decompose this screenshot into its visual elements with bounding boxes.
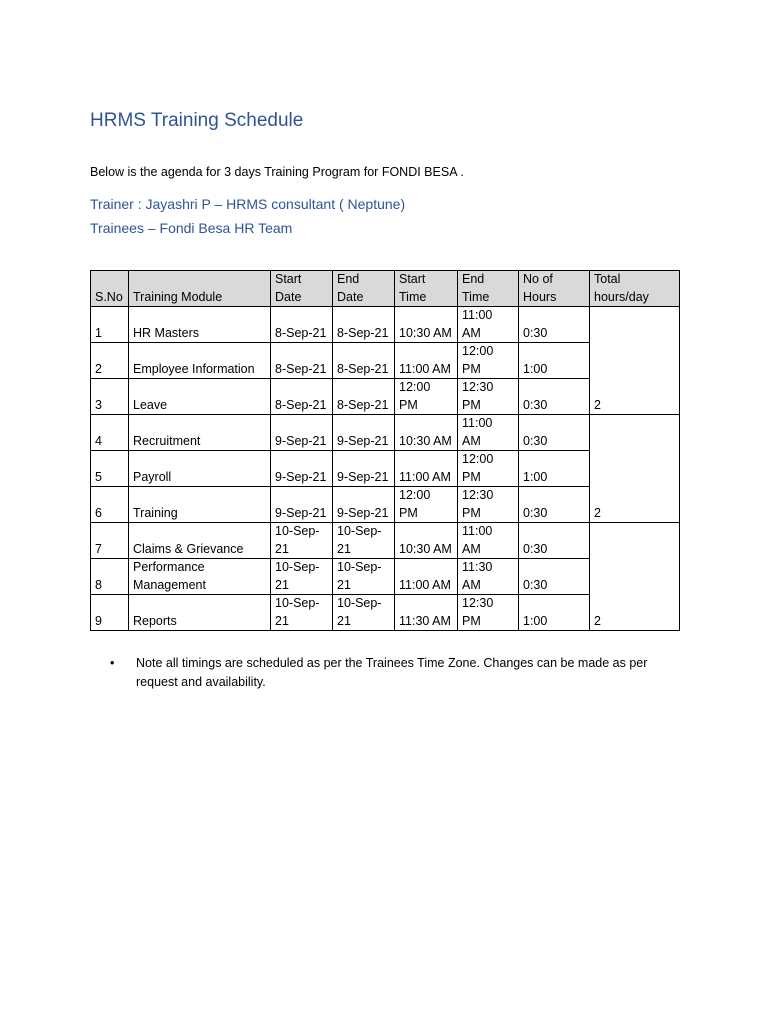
trainees-line: Trainees – Fondi Besa HR Team (90, 220, 293, 236)
cell-end-date: 8-Sep-21 (333, 379, 395, 415)
cell-end-time: 11:00 AM (458, 307, 519, 343)
cell-hours: 1:00 (519, 595, 590, 631)
cell-start-time: 10:30 AM (395, 523, 458, 559)
cell-day-total: 2 (590, 307, 680, 415)
cell-sno: 6 (91, 487, 129, 523)
cell-start-time: 10:30 AM (395, 307, 458, 343)
cell-start-time: 12:00 PM (395, 487, 458, 523)
cell-end-time: 11:30 AM (458, 559, 519, 595)
header-end-date: End Date (333, 271, 395, 307)
header-sno: S.No (91, 271, 129, 307)
notes-list (110, 654, 670, 692)
header-module: Training Module (129, 271, 271, 307)
cell-start-date: 9-Sep-21 (271, 415, 333, 451)
cell-hours: 0:30 (519, 415, 590, 451)
cell-module: Training (129, 487, 271, 523)
cell-module: Payroll (129, 451, 271, 487)
cell-hours: 1:00 (519, 343, 590, 379)
cell-start-time: 11:00 AM (395, 343, 458, 379)
cell-start-date: 8-Sep-21 (271, 343, 333, 379)
cell-end-date: 9-Sep-21 (333, 415, 395, 451)
bullet-icon: • (110, 656, 115, 670)
cell-start-date: 10-Sep-21 (271, 523, 333, 559)
intro-text: Below is the agenda for 3 days Training Program for FONDI BESA . (90, 165, 464, 179)
page-title: HRMS Training Schedule (90, 110, 304, 131)
cell-end-date: 8-Sep-21 (333, 307, 395, 343)
cell-start-time: 11:00 AM (395, 451, 458, 487)
cell-hours: 0:30 (519, 487, 590, 523)
cell-module: Claims & Grievance (129, 523, 271, 559)
cell-module: Performance Management (129, 559, 271, 595)
cell-sno: 3 (91, 379, 129, 415)
cell-end-date: 9-Sep-21 (333, 487, 395, 523)
header-start-time: Start Time (395, 271, 458, 307)
cell-start-time: 11:30 AM (395, 595, 458, 631)
cell-end-time: 12:30 PM (458, 487, 519, 523)
cell-end-date: 10-Sep-21 (333, 595, 395, 631)
cell-start-date: 9-Sep-21 (271, 451, 333, 487)
header-row (91, 271, 680, 307)
cell-end-time: 12:30 PM (458, 595, 519, 631)
cell-end-time: 11:00 AM (458, 523, 519, 559)
cell-end-date: 8-Sep-21 (333, 343, 395, 379)
cell-hours: 0:30 (519, 523, 590, 559)
header-start-date: Start Date (271, 271, 333, 307)
cell-sno: 1 (91, 307, 129, 343)
cell-day-total: 2 (590, 523, 680, 631)
cell-end-time: 12:30 PM (458, 379, 519, 415)
cell-start-date: 8-Sep-21 (271, 379, 333, 415)
cell-module: Employee Information (129, 343, 271, 379)
cell-module: Leave (129, 379, 271, 415)
header-hours: No of Hours (519, 271, 590, 307)
table-row (91, 523, 680, 559)
cell-hours: 0:30 (519, 307, 590, 343)
cell-start-time: 11:00 AM (395, 559, 458, 595)
cell-module: Recruitment (129, 415, 271, 451)
cell-start-date: 9-Sep-21 (271, 487, 333, 523)
cell-sno: 2 (91, 343, 129, 379)
cell-hours: 1:00 (519, 451, 590, 487)
cell-sno: 8 (91, 559, 129, 595)
table-row (91, 415, 680, 451)
cell-end-time: 11:00 AM (458, 415, 519, 451)
cell-start-time: 10:30 AM (395, 415, 458, 451)
cell-hours: 0:30 (519, 379, 590, 415)
schedule-table (90, 270, 680, 631)
table-body (91, 307, 680, 631)
header-total: Total hours/day (590, 271, 680, 307)
cell-module: Reports (129, 595, 271, 631)
cell-end-time: 12:00 PM (458, 451, 519, 487)
cell-start-time: 12:00 PM (395, 379, 458, 415)
cell-module: HR Masters (129, 307, 271, 343)
cell-day-total: 2 (590, 415, 680, 523)
list-item (110, 654, 670, 692)
cell-end-time: 12:00 PM (458, 343, 519, 379)
header-end-time: End Time (458, 271, 519, 307)
cell-end-date: 10-Sep-21 (333, 523, 395, 559)
cell-end-date: 9-Sep-21 (333, 451, 395, 487)
cell-sno: 9 (91, 595, 129, 631)
trainer-line: Trainer : Jayashri P – HRMS consultant ( Neptune) (90, 196, 406, 212)
note-text: Note all timings are scheduled as per the Trainees Time Zone. Changes can be made as per request and availability. (136, 656, 648, 689)
cell-sno: 4 (91, 415, 129, 451)
table-header (91, 271, 680, 307)
cell-sno: 5 (91, 451, 129, 487)
cell-sno: 7 (91, 523, 129, 559)
cell-end-date: 10-Sep-21 (333, 559, 395, 595)
cell-start-date: 10-Sep-21 (271, 595, 333, 631)
table-row (91, 307, 680, 343)
cell-hours: 0:30 (519, 559, 590, 595)
cell-start-date: 10-Sep-21 (271, 559, 333, 595)
cell-start-date: 8-Sep-21 (271, 307, 333, 343)
